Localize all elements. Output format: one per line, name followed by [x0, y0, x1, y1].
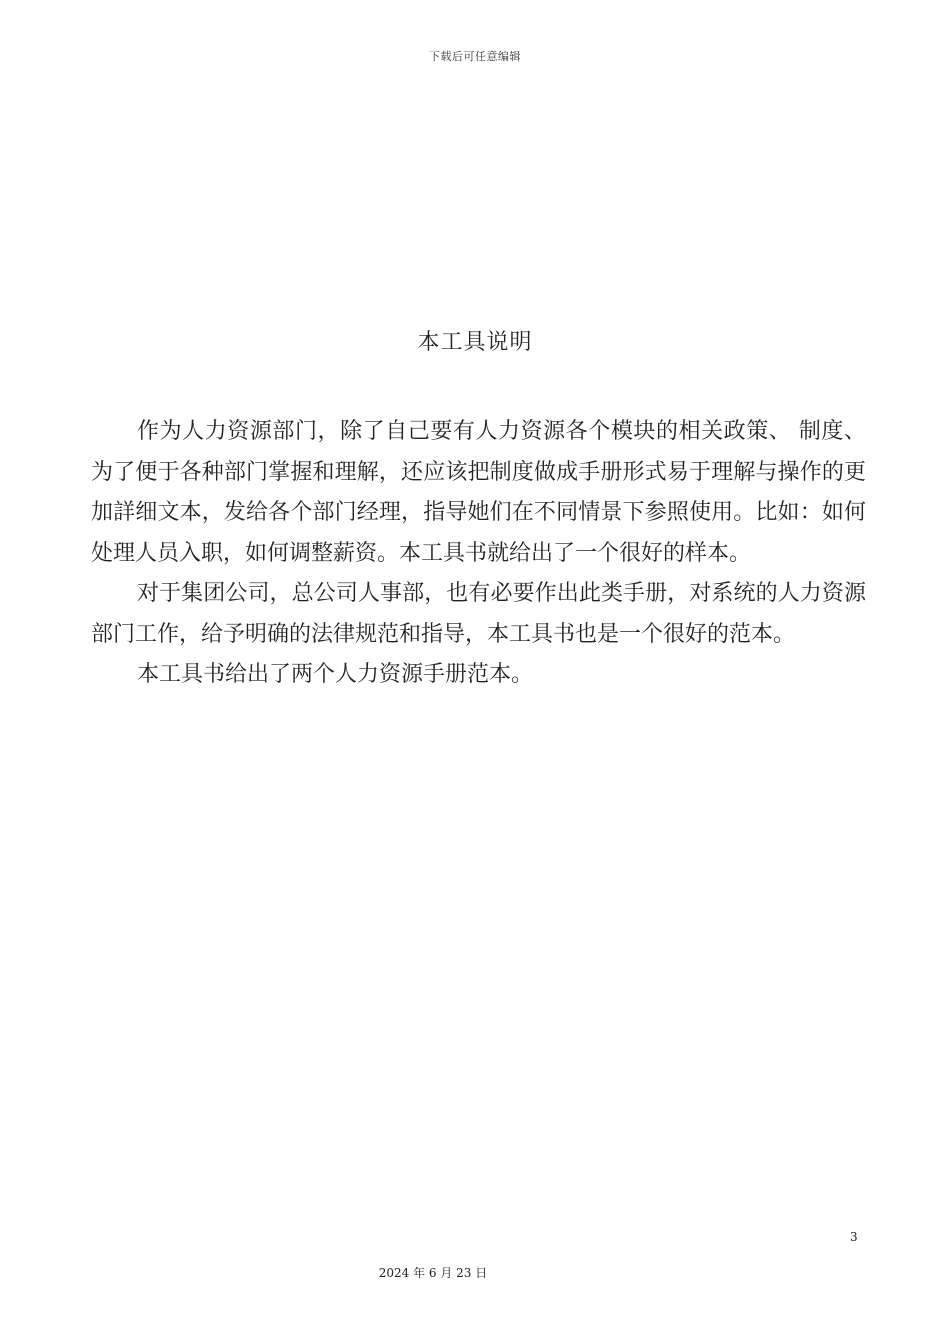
footer-date: 2024 年 6 月 23 日	[378, 1266, 488, 1280]
document-title: 本工具说明	[417, 330, 533, 355]
page-number: 3	[850, 1230, 858, 1244]
paragraph-3: 本工具书给出了两个人力资源手册范本。	[137, 662, 534, 687]
header-note: 下载后可任意编辑	[429, 50, 521, 63]
document-body	[91, 412, 866, 696]
paragraph-2: 对于集团公司，总公司人事部，也有必要作出此类手册，对系统的人力资源部门工作，给予明确的法律规范和指导，本工具书也是一个很好的范本。	[91, 581, 866, 647]
paragraph-1: 作为人力资源部门，除了自己要有人力资源各个模块的相关政策、 制度、 为了便于各种部门掌握和理解，还应该把制度做成手册形式易于理解与操作的更加詳细文本，发给各个部门经理，指导她们在不同情景下参照使用。比如：如何处理人员入职，如何调整薪资。本工具书就给出了一个很好的样本。	[91, 419, 866, 566]
